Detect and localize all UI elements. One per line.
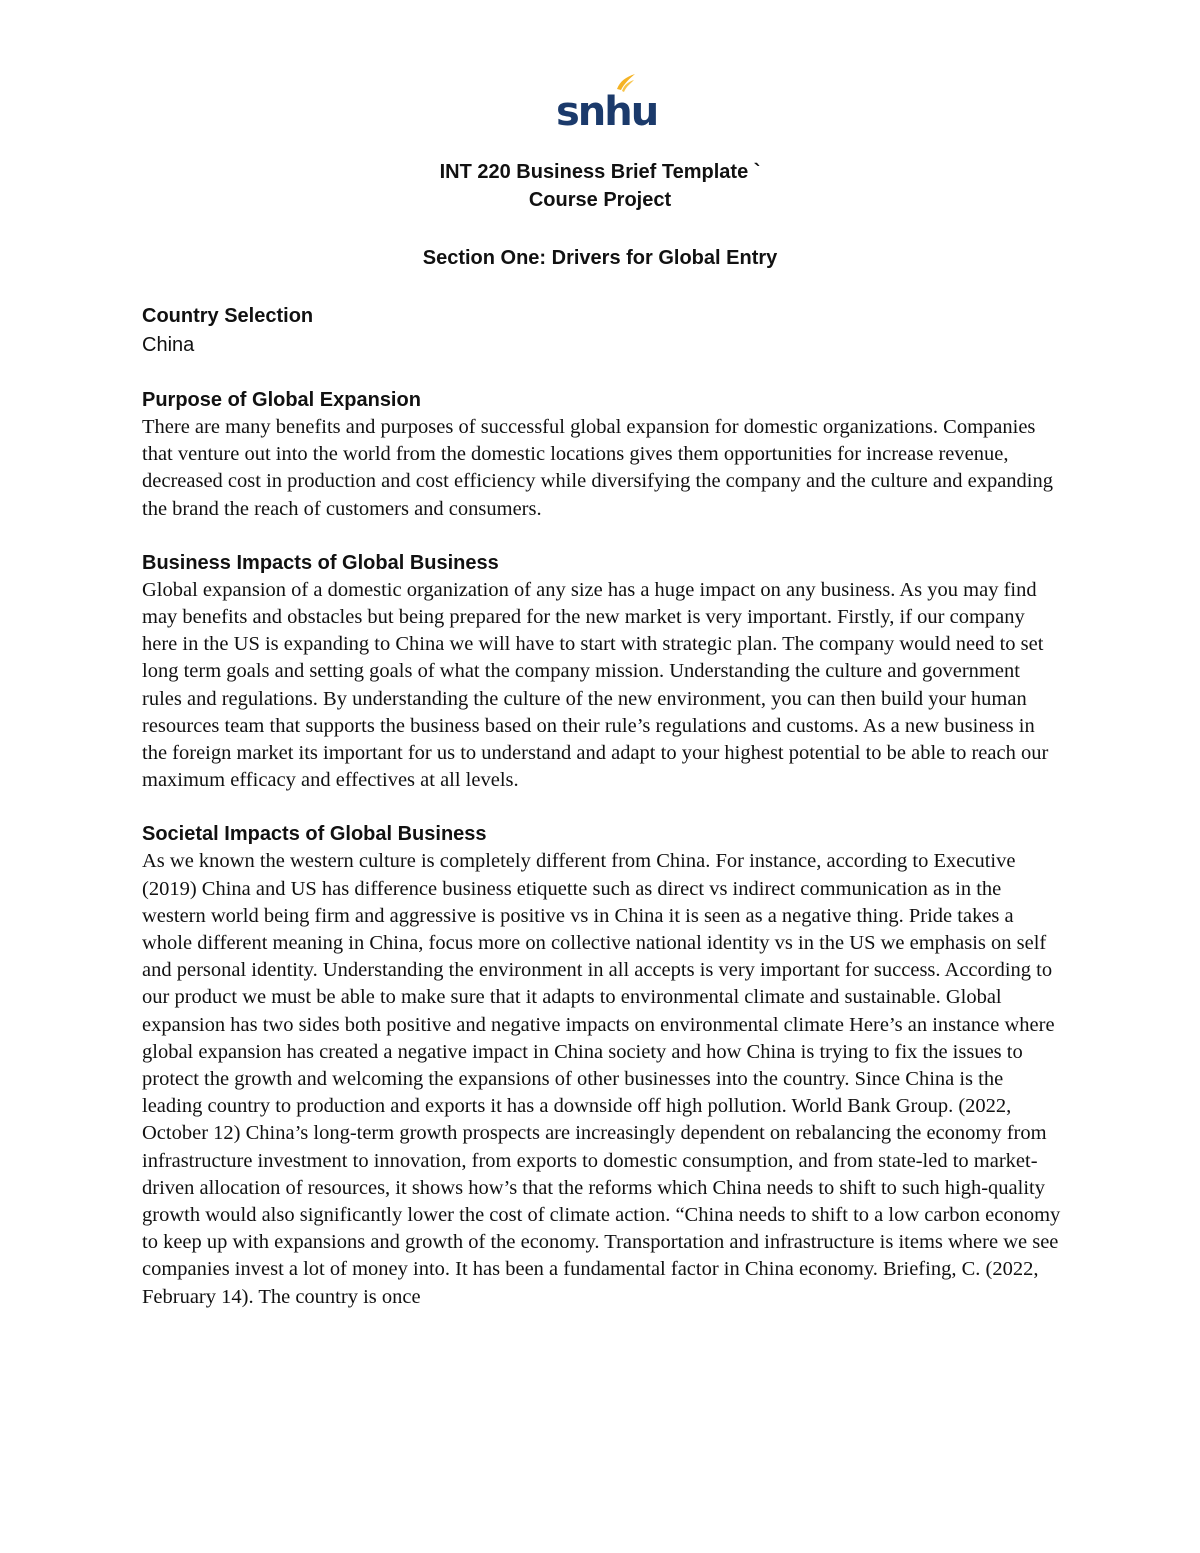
country-selection-block bbox=[142, 302, 1062, 360]
societal-impacts-paragraph: As we known the western culture is completely different from China. For instance, according to Executive (2019) China and US has difference business etiquette such as direct vs indirect communication as in the western world being firm and aggressive is positive vs in China it is seen as a negative thing. Pride takes a whole different meaning in China, focus more on collective national identity vs in the US we emphasis on self and personal identity. Understanding the environment in all accepts is very important for success. According to our product we must be able to make sure that it adapts to environmental climate and sustainable. Global expansion has two sides both positive and negative impacts on environmental climate Here’s an instance where global expansion has created a negative impact in China society and how China is trying to fix the issues to protect the growth and welcoming the expansions of other businesses into the country. Since China is the leading country to production and exports it has a downside off high pollution. World Bank Group. (2022, October 12) China’s long-term growth prospects are increasingly dependent on rebalancing the economy from infrastructure investment to innovation, from exports to domestic consumption, and from state-led to market-driven allocation of resources, it shows how’s that the reforms which China needs to shift to such high-quality growth would also significantly lower the cost of climate action. “China needs to shift to a low carbon economy to keep up with expansions and growth of the economy. Transportation and infrastructure is items where we see companies invest a lot of money into. It has been a fundamental factor in China economy. Briefing, C. (2022, February 14). The country is once bbox=[142, 850, 1061, 1308]
section-title: Section One: Drivers for Global Entry bbox=[422, 247, 778, 269]
business-impacts-block bbox=[142, 549, 1062, 795]
country-selection-heading: Country Selection bbox=[142, 305, 314, 327]
document-header bbox=[0, 158, 1200, 272]
country-selection-value: China bbox=[142, 334, 195, 356]
business-impacts-heading: Business Impacts of Global Business bbox=[142, 551, 499, 574]
purpose-paragraph: There are many benefits and purposes of successful global expansion for domestic organizations. Companies that venture out into the world from the domestic locations gives them opportunities for increase revenue, decreased cost in production and cost efficiency while diversifying the company and the culture and expanding the brand the reach of customers and consumers. bbox=[142, 416, 1053, 520]
societal-impacts-heading: Societal Impacts of Global Business bbox=[142, 823, 487, 846]
document-subtitle: Course Project bbox=[528, 189, 672, 211]
document-body bbox=[142, 302, 1062, 1337]
snhu-logo bbox=[556, 72, 658, 135]
business-impacts-paragraph: Global expansion of a domestic organization of any size has a huge impact on any business. As you may find may benefits and obstacles but being prepared for the new market is very important. Firstly, if our company here in the US is expanding to China we will have to start with strategic plan. The company would need to set long term goals and setting goals of what the company mission. Understanding the culture and government rules and regulations. By understanding the culture of the new environment, you can then build your human resources team that supports the business based on their rule’s regulations and customs. As a new business in the foreign market its important for us to understand and adapt to your highest potential to be able to reach our maximum efficacy and effectives at all levels. bbox=[142, 578, 1049, 792]
societal-impacts-block bbox=[142, 820, 1062, 1310]
document-title: INT 220 Business Brief Template ` bbox=[439, 161, 761, 183]
logo-wordmark: snhu bbox=[556, 89, 658, 135]
purpose-heading: Purpose of Global Expansion bbox=[142, 389, 421, 411]
purpose-block bbox=[142, 386, 1062, 523]
